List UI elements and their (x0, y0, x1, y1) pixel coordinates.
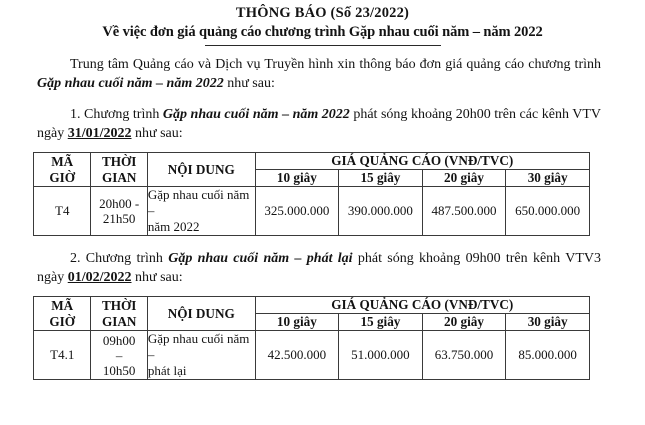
intro-program-name: Gặp nhau cuối năm – năm 2022 (37, 76, 224, 91)
header-time-line1: THỜI (101, 153, 137, 169)
section-2-date: 01/02/2022 (67, 270, 132, 285)
cell-time-line1: 20h00 - (99, 196, 140, 211)
cell-price-20s: 63.750.000 (422, 331, 506, 380)
price-table-2 (33, 296, 590, 380)
table-row (34, 331, 590, 380)
price-table-1 (33, 152, 590, 236)
header-duration-10s: 10 giây (255, 170, 339, 187)
section-1-program-name: Gặp nhau cuối năm – năm 2022 (162, 107, 350, 122)
table-row (34, 187, 590, 236)
cell-price-15s: 390.000.000 (339, 187, 423, 236)
cell-code: T4.1 (34, 331, 91, 380)
header-code-line2: GIỜ (49, 313, 76, 329)
header-code (34, 153, 91, 187)
cell-price-10s: 325.000.000 (255, 187, 339, 236)
cell-code: T4 (34, 187, 91, 236)
header-time-line2: GIAN (101, 169, 137, 185)
table-header-row-group (34, 297, 590, 314)
cell-time-line1: 09h00 (102, 332, 136, 348)
cell-time (91, 331, 147, 380)
section-1-tail-text: như sau: (131, 126, 183, 141)
page-title: THÔNG BÁO (Số 23/2022) (235, 5, 410, 21)
header-duration-30s: 30 giây (506, 314, 590, 331)
cell-price-10s: 42.500.000 (255, 331, 339, 380)
header-duration-10s: 10 giây (255, 314, 339, 331)
cell-content-line1: Gặp nhau cuối năm – (147, 187, 250, 218)
section-2-program-name: Gặp nhau cuối năm – phát lại (168, 251, 353, 266)
cell-content-line2: năm 2022 (147, 219, 200, 234)
header-price-group: GIÁ QUẢNG CÁO (VNĐ/TVC) (255, 153, 589, 170)
header-code-line1: MÃ (51, 297, 74, 313)
section-1-date: 31/01/2022 (67, 126, 132, 141)
header-code-line1: MÃ (51, 153, 74, 169)
cell-content (147, 331, 255, 380)
header-duration-20s: 20 giây (422, 314, 506, 331)
section-2-mid-text: phát sóng khoảng 09h00 trên kênh VTV3 ngày (37, 251, 601, 285)
header-duration-15s: 15 giây (339, 314, 423, 331)
intro-text-a: Trung tâm Quảng cáo và Dịch vụ Truyền hình xin thông báo đơn giá quảng cáo chương trình (70, 57, 601, 72)
header-duration-15s: 15 giây (339, 170, 423, 187)
section-1-paragraph (0, 105, 645, 143)
title-block (0, 0, 645, 46)
section-2-tail-text: như sau: (131, 270, 183, 285)
header-time (91, 297, 147, 331)
cell-time-line3: 10h50 (102, 362, 136, 378)
header-duration-30s: 30 giây (506, 170, 590, 187)
table-1-body (34, 187, 590, 236)
header-content: NỘI DUNG (147, 153, 255, 187)
cell-time (91, 187, 147, 236)
table-header-row-group (34, 153, 590, 170)
table-1-wrapper (0, 152, 645, 236)
cell-content-line1: Gặp nhau cuối năm – (147, 331, 250, 362)
table-1-head (34, 153, 590, 187)
intro-text-b: như sau: (223, 76, 275, 91)
table-2-body (34, 331, 590, 380)
table-2-head (34, 297, 590, 331)
title-underline-rule (205, 45, 441, 46)
section-1-mid-text: phát sóng khoảng 20h00 trên các kênh VTV ngày (37, 107, 601, 141)
header-time (91, 153, 147, 187)
header-time-line2: GIAN (101, 313, 137, 329)
header-time-line1: THỜI (101, 297, 137, 313)
header-content: NỘI DUNG (147, 297, 255, 331)
cell-price-30s: 650.000.000 (506, 187, 590, 236)
section-2-number: 2. Chương trình (70, 251, 169, 266)
table-2-wrapper (0, 296, 645, 380)
header-code (34, 297, 91, 331)
page-subtitle: Về việc đơn giá quảng cáo chương trình Gặp nhau cuối năm – năm 2022 (102, 24, 543, 40)
intro-paragraph (0, 55, 645, 93)
section-1-number: 1. Chương trình (70, 107, 163, 122)
section-2-paragraph (0, 249, 645, 287)
header-price-group: GIÁ QUẢNG CÁO (VNĐ/TVC) (255, 297, 589, 314)
cell-price-20s: 487.500.000 (422, 187, 506, 236)
cell-time-line2: 21h50 (102, 211, 136, 226)
cell-content-line2: phát lại (147, 363, 187, 378)
header-code-line2: GIỜ (49, 169, 76, 185)
header-duration-20s: 20 giây (422, 170, 506, 187)
cell-time-line2: – (115, 347, 123, 363)
cell-content (147, 187, 255, 236)
cell-price-15s: 51.000.000 (339, 331, 423, 380)
cell-price-30s: 85.000.000 (506, 331, 590, 380)
